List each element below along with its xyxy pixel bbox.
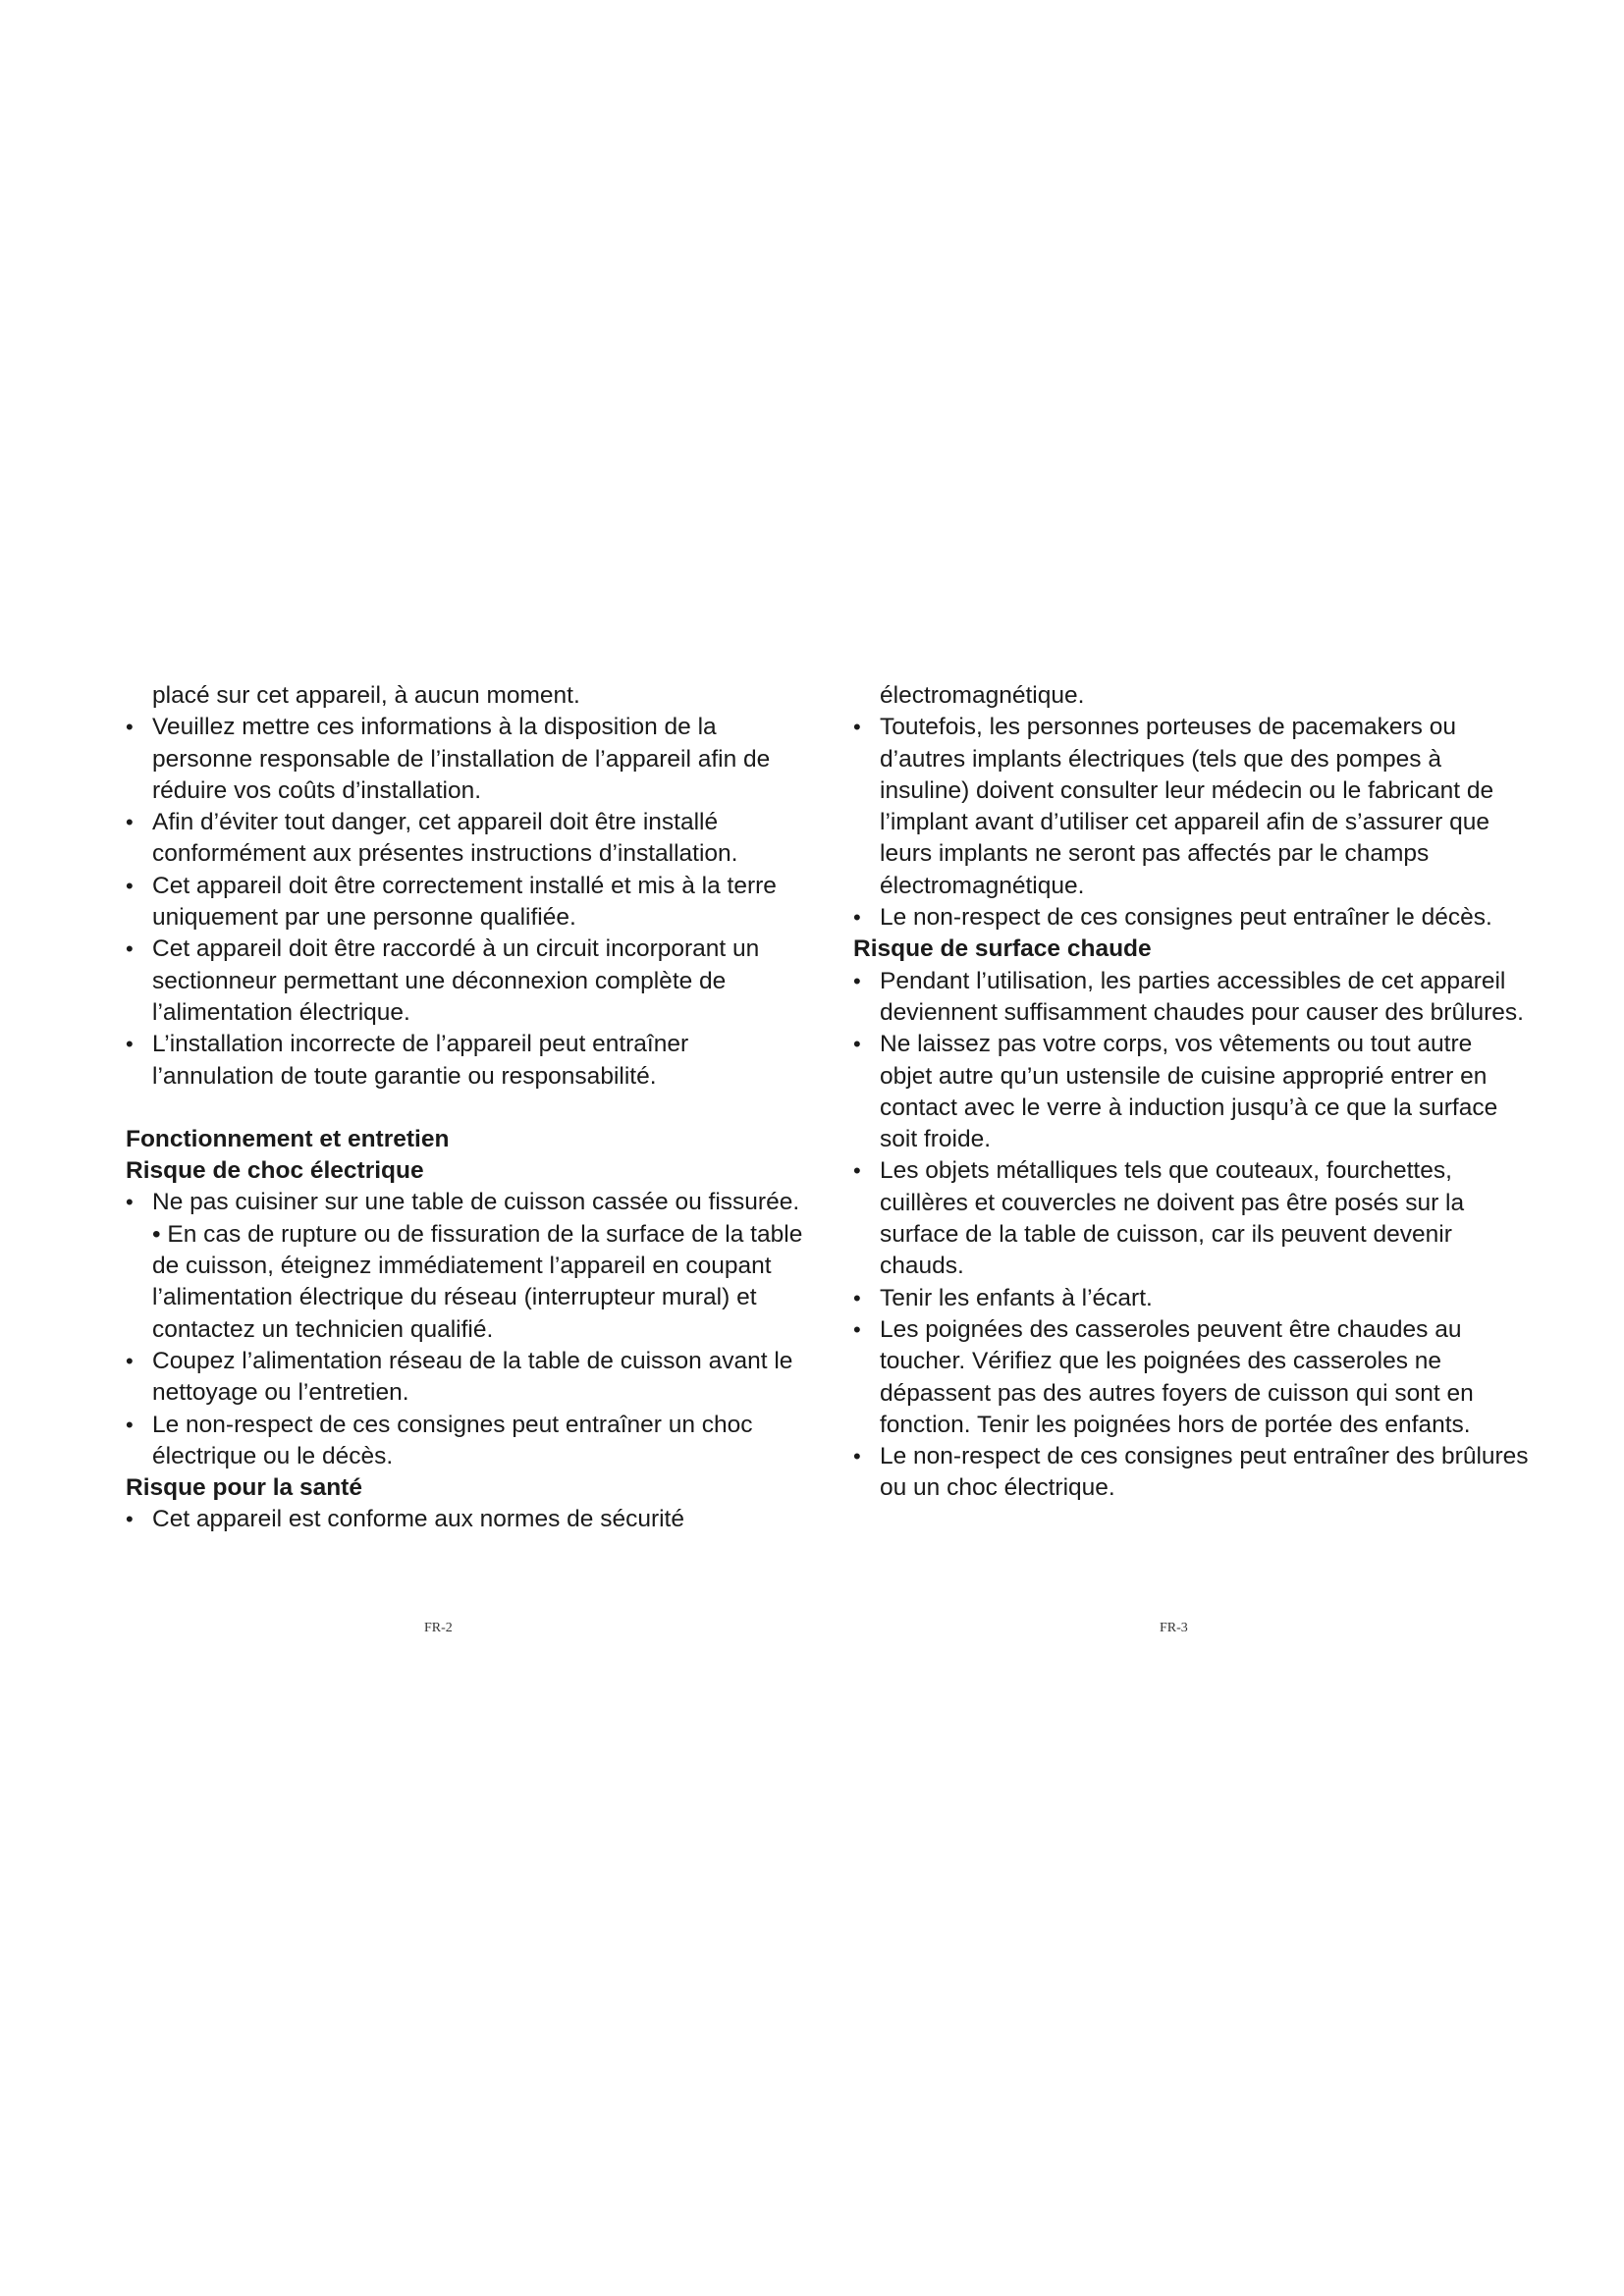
bullet-item: • Veuillez mettre ces informations à la disposition de la personne responsable de l’installation de l’appareil afin de réduire vos coûts d’installation. bbox=[126, 712, 803, 807]
bullet-item: • Afin d’éviter tout danger, cet appareil doit être installé conformément aux présentes instructions d’installation. bbox=[126, 807, 803, 871]
continued-text: électromagnétique. bbox=[880, 682, 1085, 709]
bullet-item: • Cet appareil doit être raccordé à un circuit incorporant un sectionneur permettant une déconnexion complète de l’alimentation électrique. bbox=[126, 934, 803, 1029]
bullet-item: • Ne pas cuisiner sur une table de cuisson cassée ou fissurée. • En cas de rupture ou de fissuration de la surface de la table de cuisson, éteignez immédiatement l’appareil en coupant l’alimentation électrique du réseau (interrupteur mural) et contactez un technicien qualifié. bbox=[126, 1187, 803, 1345]
bullet-item: • L’installation incorrecte de l’appareil peut entraîner l’annulation de toute garantie ou responsabilité. bbox=[126, 1029, 803, 1093]
bullet-item: • Coupez l’alimentation réseau de la table de cuisson avant le nettoyage ou l’entretien. bbox=[126, 1346, 803, 1410]
subsection-heading: Risque de choc électrique bbox=[126, 1157, 424, 1185]
subsection-heading: Risque pour la santé bbox=[126, 1474, 362, 1502]
bullet-item: • Cet appareil doit être correctement installé et mis à la terre uniquement par une personne qualifiée. bbox=[126, 871, 803, 934]
page-number: FR-2 bbox=[424, 1621, 453, 1635]
bullet-item: • Tenir les enfants à l’écart. bbox=[853, 1283, 1531, 1314]
section-spacer bbox=[126, 1093, 803, 1124]
bullet-item: • Le non-respect de ces consignes peut entraîner le décès. bbox=[853, 902, 1531, 934]
bullet-item: • Pendant l’utilisation, les parties accessibles de cet appareil deviennent suffisamment chaudes pour causer des brûlures. bbox=[853, 966, 1531, 1030]
bullet-item: • Toutefois, les personnes porteuses de pacemakers ou d’autres implants électriques (tels que des pompes à insuline) doivent consulter leur médecin ou le fabricant de l’implant avant d’utiliser cet appareil afin de s’assurer que leurs implants ne seront pas affectés par le champs électromagnétique. bbox=[853, 712, 1531, 902]
section-heading: Fonctionnement et entretien bbox=[126, 1125, 450, 1152]
bullet-item: • Le non-respect de ces consignes peut entraîner des brûlures ou un choc électrique. bbox=[853, 1441, 1531, 1505]
continued-text: placé sur cet appareil, à aucun moment. bbox=[152, 682, 580, 709]
bullet-item: • Les poignées des casseroles peuvent être chaudes au toucher. Vérifiez que les poignées des casseroles ne dépassent pas des autres foyers de cuisson qui sont en fonction. Tenir les poignées hors de portée des enfants. bbox=[853, 1314, 1531, 1441]
page-number: FR-3 bbox=[1160, 1621, 1188, 1635]
bullet-item: • Le non-respect de ces consignes peut entraîner un choc électrique ou le décès. bbox=[126, 1410, 803, 1473]
bullet-item: • Ne laissez pas votre corps, vos vêtements ou tout autre objet autre qu’un ustensile de cuisine approprié entrer en contact avec le verre à induction jusqu’à ce que la surface soit froide. bbox=[853, 1029, 1531, 1155]
right-page-column bbox=[853, 680, 1531, 1505]
bullet-item: • Les objets métalliques tels que couteaux, fourchettes, cuillères et couvercles ne doivent pas être posés sur la surface de la table de cuisson, car ils peuvent devenir chauds. bbox=[853, 1155, 1531, 1282]
subsection-heading: Risque de surface chaude bbox=[853, 935, 1152, 963]
left-page-column bbox=[126, 680, 803, 1536]
bullet-item: • Cet appareil est conforme aux normes de sécurité bbox=[126, 1504, 803, 1535]
